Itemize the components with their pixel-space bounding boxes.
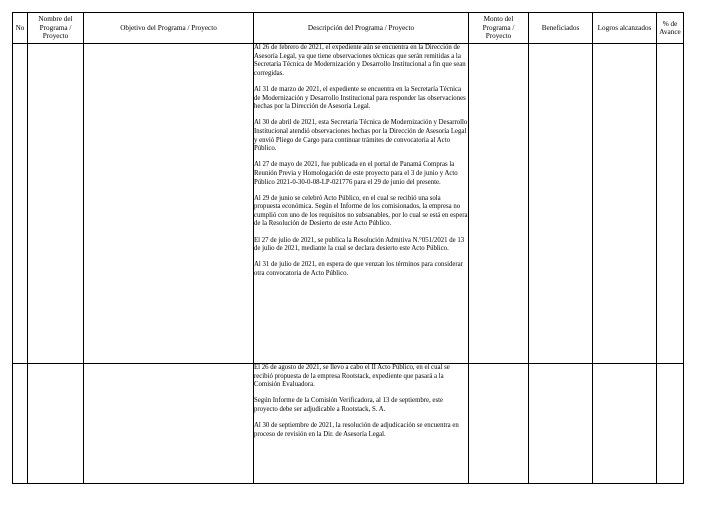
cell-monto xyxy=(469,44,529,364)
cell-logros xyxy=(593,44,657,364)
col-header-no: No xyxy=(13,13,28,44)
cell-monto xyxy=(469,364,529,484)
cell-descripcion xyxy=(254,44,469,364)
col-header-beneficiados: Beneficiados xyxy=(529,13,593,44)
description-paragraph: El 26 de agosto de 2021, se llevo a cabo el II Acto Público, en el cual se recibió propuesta de la empresa Rootstack, expediente que pasará a la Comisión Evaluadora. xyxy=(254,364,450,389)
col-header-descripcion: Descripción del Programa / Proyecto xyxy=(254,13,469,44)
cell-logros xyxy=(593,364,657,484)
col-header-logros: Logros alcanzados xyxy=(593,13,657,44)
cell-beneficiados xyxy=(529,364,593,484)
program-table xyxy=(12,12,684,484)
table-row xyxy=(13,364,684,484)
col-header-monto: Monto del Programa / Proyecto xyxy=(469,13,529,44)
description-paragraph: Al 30 de septiembre de 2021, la resolución de adjudicación se encuentra en proceso de revisión en la Dir. de Asesoría Legal. xyxy=(254,422,459,438)
cell-no xyxy=(13,44,28,364)
description-paragraph: Al 31 de marzo de 2021, el expediente se encuentra en la Secretaría Técnica de Modernización y Desarrollo Institucional para responder las observaciones hechas por la Dirección de Asesoría Legal. xyxy=(254,85,466,111)
description-paragraph: El 27 de julio de 2021, se publica la Resolución Admitiva N.°051/2021 de 13 de julio de 2021, mediante la cual se declara desierto este Acto Público. xyxy=(254,236,465,253)
description-paragraph: Al 27 de mayo de 2021, fue publicada en el portal de Panamá Compras la Reunión Previa y Homologación de este proyecto para el 3 de junio y Acto Público 2021-0-30-0-08-LP-021776 para el 29 de junio del presente. xyxy=(254,161,458,186)
col-header-nombre: Nombre del Programa / Proyecto xyxy=(28,13,84,44)
description-paragraph: Al 31 de julio de 2021, en espera de que venzan los términos para considerar otra convocatoria de Acto Público. xyxy=(254,261,463,278)
description-paragraph: Al 30 de abril de 2021, esta Secretaría Técnica de Modernización y Desarrollo Institucional atendió observaciones hechas por la Dirección de Asesoría Legal y envió Pliego de Cargo para continuar trámites de convocatoria al Acto Público. xyxy=(254,119,468,153)
description-paragraph: Al 26 de febrero de 2021, el expediente aún se encuentra en la Dirección de Asesoría Legal, ya que tiene observaciones técnicas que serán remitidas a la Secretaría Técnica de Modernización y Desarrollo Institucional a fin que sean corregidas. xyxy=(254,44,466,77)
cell-beneficiados xyxy=(529,44,593,364)
header-row xyxy=(13,13,684,44)
col-header-objetivo: Objetivo del Programa / Proyecto xyxy=(84,13,254,44)
cell-descripcion xyxy=(254,364,469,484)
cell-nombre xyxy=(28,364,84,484)
cell-no xyxy=(13,364,28,484)
cell-avance xyxy=(657,44,684,364)
table-row xyxy=(13,44,684,364)
col-header-avance: % de Avance xyxy=(657,13,684,44)
cell-objetivo xyxy=(84,364,254,484)
description-paragraph: Al 29 de junio se celebró Acto Público, en el cual se recibió una sola propuesta económica. Según el Informe de los comisionados, la empresa no cumplió con uno de los requisitos no subsanables, por lo cual se está en espera de la Resolución de Desierto de este Acto Público. xyxy=(254,194,468,228)
cell-nombre xyxy=(28,44,84,364)
cell-objetivo xyxy=(84,44,254,364)
description-paragraph: Según Informe de la Comisión Verificadora, al 13 de septiembre, este proyecto debe ser adjudicable a Rootstack, S. A. xyxy=(254,397,443,413)
cell-avance xyxy=(657,364,684,484)
